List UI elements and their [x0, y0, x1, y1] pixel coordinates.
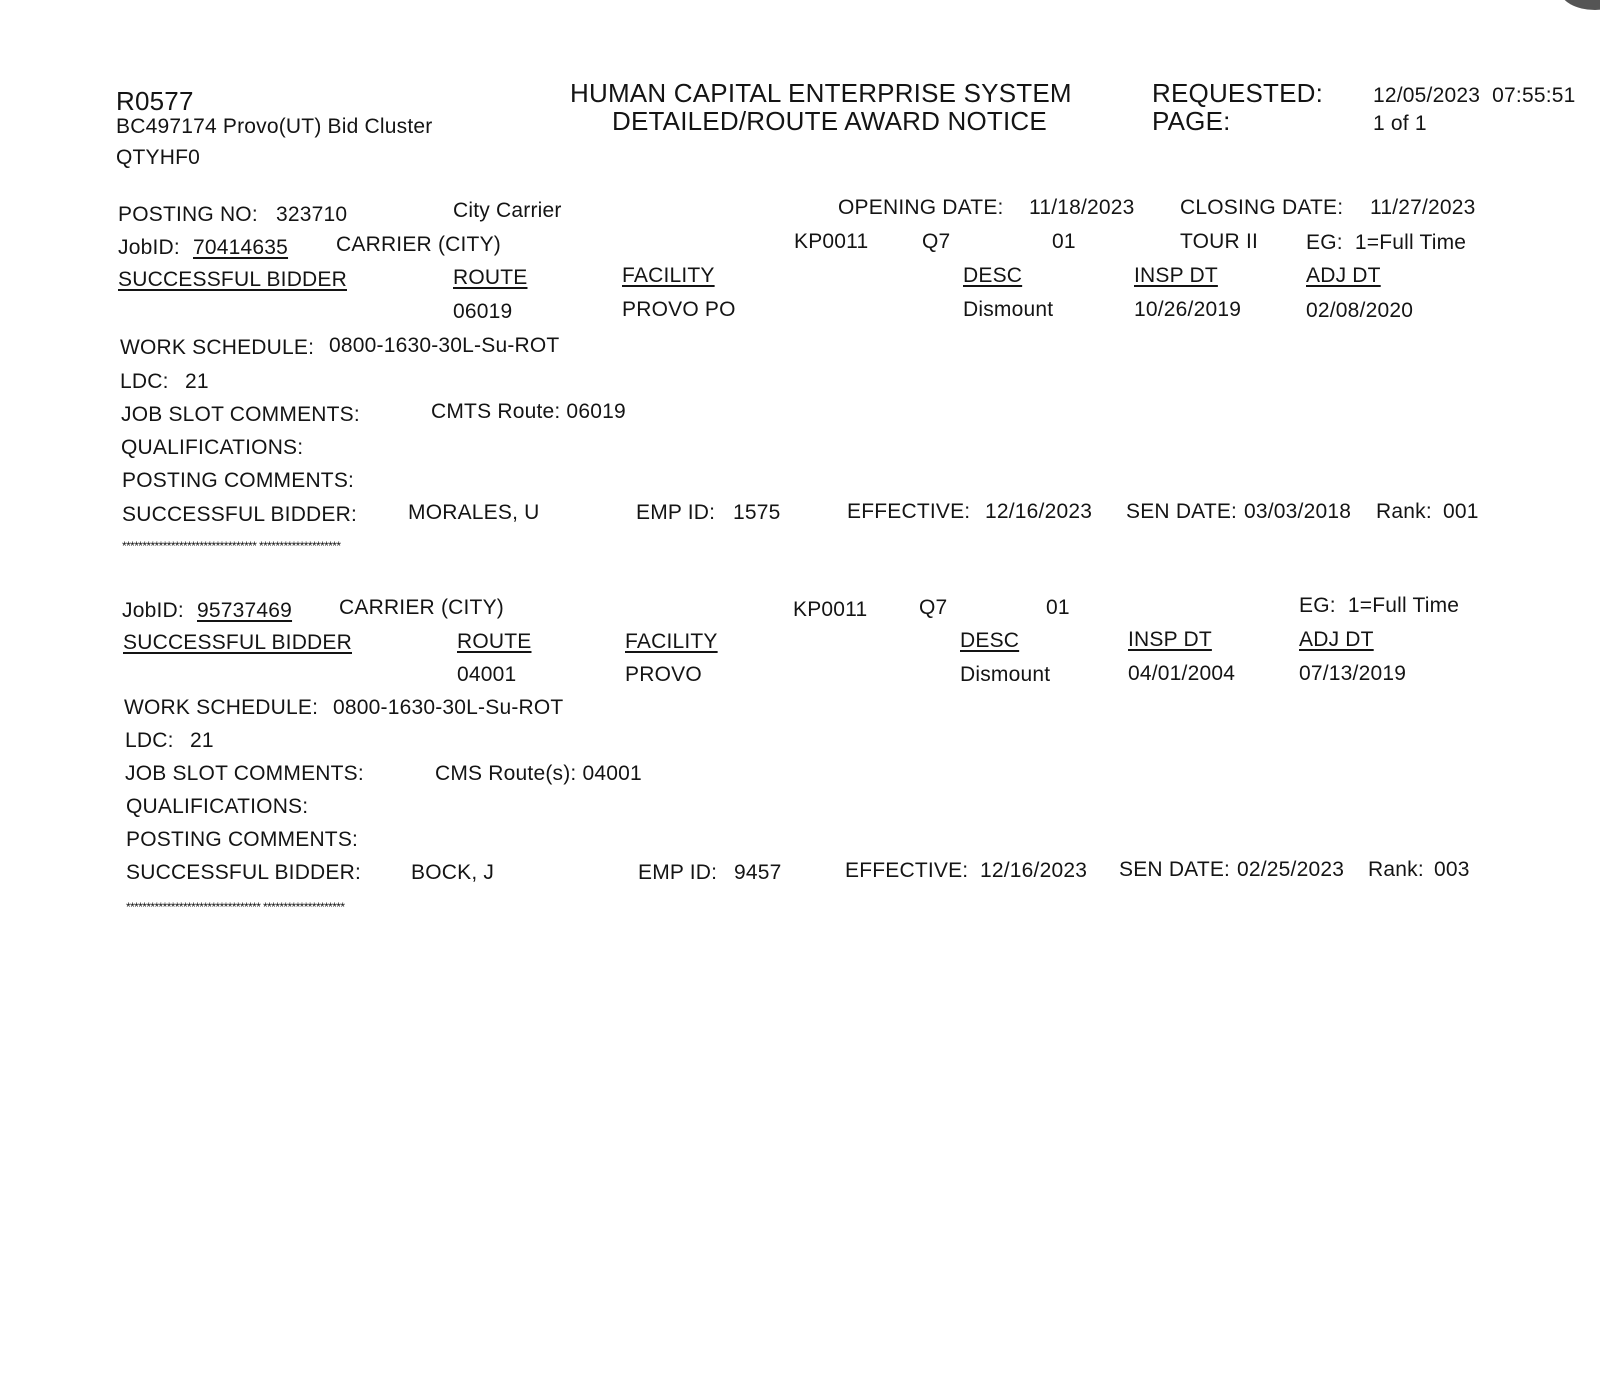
successful-bidder-label: SUCCESSFUL BIDDER: [122, 503, 358, 526]
col-desc: DESC [963, 264, 1023, 287]
closing-date: 11/27/2023 [1370, 196, 1476, 219]
work-schedule-label: WORK SCHEDULE: [124, 696, 319, 719]
work-schedule-value: 0800-1630-30L-Su-ROT [333, 696, 564, 719]
job-q: Q7 [922, 230, 951, 253]
sen-date-label: SEN DATE: [1126, 500, 1238, 523]
posting-comments-label: POSTING COMMENTS: [126, 828, 359, 851]
col-adj-dt: ADJ DT [1306, 264, 1381, 287]
job-eg: EG: 1=Full Time [1306, 231, 1467, 254]
ldc-label: LDC: [120, 370, 169, 393]
facility-value: PROVO [625, 663, 702, 686]
col-facility: FACILITY [625, 630, 718, 653]
separator: ********************************* ******************** [122, 539, 341, 553]
emp-id-label: EMP ID: [636, 501, 716, 524]
qualifications-label: QUALIFICATIONS: [126, 795, 309, 818]
successful-bidder-label: SUCCESSFUL BIDDER: [126, 861, 362, 884]
jobid-link[interactable]: 70414635 [193, 236, 289, 259]
col-route: ROUTE [453, 266, 528, 289]
bid-cluster: BC497174 Provo(UT) Bid Cluster [116, 115, 433, 138]
report-id: R0577 [116, 86, 194, 116]
posting-comments-label: POSTING COMMENTS: [122, 469, 355, 492]
job-q: Q7 [919, 596, 948, 619]
sen-date-label: SEN DATE: [1119, 858, 1231, 881]
effective-label: EFFECTIVE: [847, 500, 971, 523]
col-facility: FACILITY [622, 264, 715, 287]
requested-label: REQUESTED: [1152, 78, 1324, 108]
opening-label: OPENING DATE: [838, 196, 1004, 219]
jobid-label: JobID: [122, 599, 184, 622]
jobid-label: JobID: [118, 236, 180, 259]
emp-id-label: EMP ID: [638, 861, 718, 884]
route-value: 04001 [457, 663, 517, 686]
opening-date: 11/18/2023 [1029, 196, 1135, 219]
qualifications-label: QUALIFICATIONS: [121, 436, 304, 459]
job-level: 01 [1052, 230, 1076, 253]
job-slot-comments-label: JOB SLOT COMMENTS: [121, 403, 360, 426]
posting-no: 323710 [276, 203, 348, 226]
page-label: PAGE: [1152, 106, 1231, 136]
requested-value: 12/05/2023 07:55:51 [1373, 84, 1576, 107]
job-slot-comments-value: CMS Route(s): 04001 [435, 762, 642, 785]
rank-value: 003 [1434, 858, 1470, 881]
rank-label: Rank: [1368, 858, 1424, 881]
jobid-link[interactable]: 95737469 [197, 599, 293, 622]
facility-value: PROVO PO [622, 298, 736, 321]
bidder-name: MORALES, U [408, 501, 540, 524]
bidder-name: BOCK, J [411, 861, 495, 884]
col-insp-dt: INSP DT [1134, 264, 1218, 287]
effective-value: 12/16/2023 [980, 859, 1088, 882]
job-slot-comments-value: CMTS Route: 06019 [431, 400, 626, 423]
col-insp-dt: INSP DT [1128, 628, 1212, 651]
col-successful-bidder: SUCCESSFUL BIDDER [118, 268, 347, 291]
insp-dt-value: 10/26/2019 [1134, 298, 1242, 321]
notice-title: DETAILED/ROUTE AWARD NOTICE [612, 106, 1047, 136]
desc-value: Dismount [963, 298, 1054, 321]
sen-date-value: 03/03/2018 [1244, 500, 1352, 523]
scan-artifact [1560, 0, 1600, 10]
job-title: CARRIER (CITY) [339, 596, 504, 619]
work-schedule-label: WORK SCHEDULE: [120, 336, 315, 359]
col-adj-dt: ADJ DT [1299, 628, 1374, 651]
craft: City Carrier [453, 199, 562, 222]
job-level: 01 [1046, 596, 1070, 619]
job-code: KP0011 [793, 598, 868, 621]
sen-date-value: 02/25/2023 [1237, 858, 1345, 881]
col-route: ROUTE [457, 630, 532, 653]
page-value: 1 of 1 [1373, 112, 1427, 135]
job-tour: TOUR II [1180, 230, 1259, 253]
separator: ********************************* ******************** [126, 900, 345, 914]
effective-value: 12/16/2023 [985, 500, 1093, 523]
job-title: CARRIER (CITY) [336, 233, 501, 256]
adj-dt-value: 02/08/2020 [1306, 299, 1414, 322]
emp-id-value: 9457 [734, 861, 782, 884]
work-schedule-value: 0800-1630-30L-Su-ROT [329, 334, 560, 357]
emp-id-value: 1575 [733, 501, 781, 524]
system-title: HUMAN CAPITAL ENTERPRISE SYSTEM [570, 78, 1072, 108]
rank-label: Rank: [1376, 500, 1432, 523]
col-desc: DESC [960, 629, 1020, 652]
effective-label: EFFECTIVE: [845, 859, 969, 882]
posting-no-label: POSTING NO: [118, 203, 258, 226]
rank-value: 001 [1443, 500, 1479, 523]
desc-value: Dismount [960, 663, 1051, 686]
ldc-label: LDC: [125, 729, 174, 752]
job-slot-comments-label: JOB SLOT COMMENTS: [125, 762, 364, 785]
adj-dt-value: 07/13/2019 [1299, 662, 1407, 685]
closing-label: CLOSING DATE: [1180, 196, 1344, 219]
user-code: QTYHF0 [116, 146, 201, 169]
insp-dt-value: 04/01/2004 [1128, 662, 1236, 685]
route-value: 06019 [453, 300, 513, 323]
job-code: KP0011 [794, 230, 869, 253]
ldc-value: 21 [185, 370, 209, 393]
job-eg: EG: 1=Full Time [1299, 594, 1460, 617]
ldc-value: 21 [190, 729, 214, 752]
col-successful-bidder: SUCCESSFUL BIDDER [123, 631, 352, 654]
